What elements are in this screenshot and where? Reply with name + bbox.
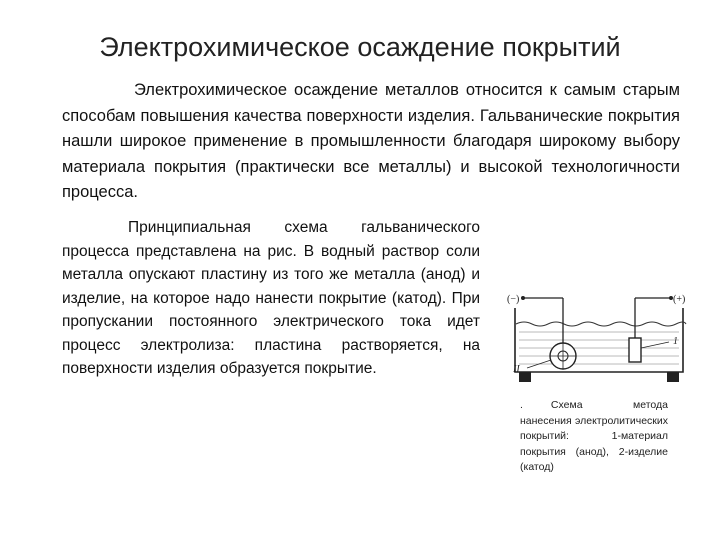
caption-dot: . [520,399,523,411]
tank-leg-left [519,372,531,382]
caption-text: Схема метода нанесения электролитических покрытий: 1-материал покрытия (анод), 2-изделие (катод) [520,399,668,473]
label-1: 1 [673,336,678,347]
electroplating-diagram [505,286,690,394]
minus-label: (−) [507,294,520,305]
electrolyte-surface [516,322,686,326]
intro-paragraph: Электрохимическое осаждение металлов относится к самым старым способам повышения качества поверхности изделия. Гальванические покрытия нашли широкое применение в промышленности благодаря широкому выбору материала покрытия (практически все металлы) и высокой технологичности процесса. [62,81,680,201]
tank-leg-right [667,372,679,382]
anode-plate [629,338,641,362]
slide-title: Электрохимическое осаждение покрытий [99,32,621,62]
plus-label: (+) [673,294,686,305]
label-2: II [513,364,520,375]
process-paragraph: Принципиальная схема гальванического процесса представлена на рис. В водный раствор соли металла опускают пластину из того же металла (анод) и изделие, на которое надо нанести покрытие (катод). При пропускании постоянного электрического тока идет процесс электролиза: пластина растворяется, на поверхности изделия образуется покрытие. [62,219,480,377]
cathode-part [550,343,576,369]
minus-terminal [521,296,525,300]
figure-caption [520,398,668,476]
